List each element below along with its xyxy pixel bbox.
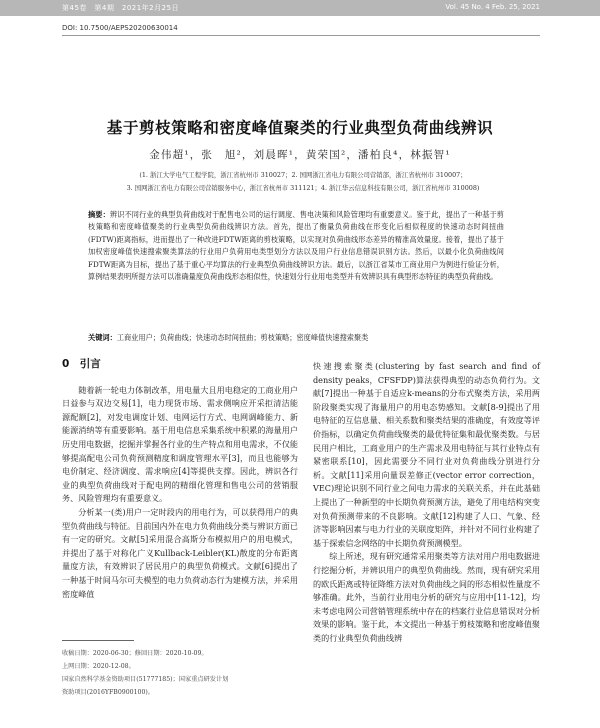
footnote-funding: 国家自然科学基金资助项目(51777185)；国家重点研发计划 xyxy=(62,676,229,683)
affiliation-line: 3. 国网浙江省电力有限公司营销服务中心，浙江省杭州市 311121；4. 浙江华云信息科技有限公司，浙江省杭州市 310008) xyxy=(126,184,480,192)
keywords-label: 关键词： xyxy=(88,333,117,342)
header-divider xyxy=(62,35,540,36)
affiliation-line: (1. 浙江大学电气工程学院，浙江省杭州市 310027；2. 国网浙江省电力有限公司营销部，浙江省杭州市 310007； xyxy=(139,171,467,179)
journal-volume: Vol. 45 No. 4 Feb. 25, 2021 xyxy=(445,3,540,11)
affiliations xyxy=(62,169,544,195)
body-paragraph: 综上所述，现有研究通常采用聚类等方法对用户用电数据进行挖掘分析，并辨识用户的典型负荷曲线。然而，现有研究采用的欧氏距离或特征降维方法对负荷曲线之间的形态相似性量度不够准确。此外，当前行业用电分析的研究与应用中[11-12]，均未考虑电网公司营销管理系统中存在的档案行业信息错误对分析效果的影响。鉴于此，本文提出一种基于剪枝策略和密度峰值聚类的行业典型负荷曲线辨 xyxy=(313,551,540,643)
doi[interactable]: DOI: 10.7500/AEPS20200630014 xyxy=(62,24,178,32)
journal-header-bar xyxy=(0,0,600,16)
footnote-received: 收稿日期：2020-06-30；修回日期：2020-10-09。 xyxy=(62,650,208,657)
footnote-online: 上网日期：2020-12-08。 xyxy=(62,663,135,670)
journal-issue: 第45卷 第4期 2021年2月25日 xyxy=(62,4,180,12)
right-column xyxy=(313,360,540,645)
footnotes xyxy=(62,647,302,699)
author-list: 金伟超¹，张 旭²，刘晨晖¹，黄荣国²，潘柏良⁴，林振智¹ xyxy=(149,149,451,161)
body-paragraph: 随着新一轮电力体制改革，用电量大且用电稳定的工商业用户日益参与双边交易[1]，电力现货市场、需求侧响应开采拒清洁能源配额[2]，对发电调度计划、电网运行方式、电网调峰能力、新能源消纳等有重要影响。基于用电信息采集系统中积累的海量用户历史用电数据，挖掘并掌握各行业的生产特点和用电需求，不仅能够提高配电公司负荷预测精度和调度管理水平[3]，而且也能够为电价制定、经济调度、需求响应[4]等提供支撑。因此，辨识各行业的典型负荷曲线对于配电网的精细化管理和售电公司的营销服务、风险管理均有重要意义。 xyxy=(62,384,298,504)
abstract-text: 辨识不同行业的典型负荷曲线对于配售电公司的运行调度、售电决策和风险管理均有重要意义。鉴于此，提出了一种基于剪枝策略和密度峰值聚类的行业典型负荷曲线辨识方法。首先，提出了衡量负荷曲线在形变化后相似程度的快速动态时间扭曲(FDTW)距离指标，进而提出了一种改进FDTW距离的剪枝策略，以实现对负荷曲线形态差异的精准高效量度。接着，提出了基于加权密度峰值快速搜索聚类算法的行业用户负荷用电类型划分方法以及用户行业信息错误识别方法。然后，以最小化负荷曲线间FDTW距离为目标，提出了基于重心平均算法的行业典型负荷曲线辨识方法。最后，以浙江省某市工商业用户为例进行验证分析，算例结果表明所提方法可以准确量度负荷曲线形态相似性，快速划分行业用电类型并有效辨识具有典型形态特征的典型负荷曲线。 xyxy=(88,210,504,282)
body-paragraph: 分析某一(类)用户一定时段内的用电行为，可以获得用户的典型负荷曲线与特征。目前国内外在电力负荷曲线分类与辨识方面已有一定的研究。文献[5]采用混合高斯分布模拟用户的用电模式，并提出了基于对称化广义Kullback-Leibler(KL)散度的分布距离量度方法，有效辨识了居民用户的典型负荷模式。文献[6]提出了一种基于时间马尔可夫模型的电力负荷动态行为建模方法，并采用密度峰值 xyxy=(62,506,298,599)
paper-title: 基于剪枝策略和密度峰值聚类的行业典型负荷曲线辨识 xyxy=(106,119,494,137)
keywords xyxy=(88,332,504,344)
section-heading-introduction: 0 引言 xyxy=(62,358,101,370)
left-column xyxy=(62,358,298,601)
footnote-divider xyxy=(62,640,134,641)
keywords-text: 工商业用户；负荷曲线；快速动态时间扭曲；剪枝策略；密度峰值快速搜索聚类 xyxy=(116,333,369,342)
abstract-label: 摘要： xyxy=(88,210,110,219)
body-paragraph: 快速搜索聚类(clustering by fast search and find of density peaks，CFSFDP)算法获得典型的动态负荷行为。文献[7]提出一种基于自适应k-means的分布式聚类方法，采用两阶段聚类实现了海量用户的用电态势感知。文献[8-9]提出了用电特征的互信息量、相关系数和聚类结果的准确度，有效度等评价指标，以确定负荷曲线聚类的最优特征集和最优聚类数。与居民用户相比，工商业用户的生产需求及用电特征与其行业特点有紧密联系[10]，因此需要分不同行业对负荷曲线分别进行分析。文献[11]采用向量误差修正(vector error correction，VEC)理论识别不同行业之间电力需求的关联关系，并在此基础上提出了一种新型的中长期负荷预测方法，避免了用电结构突变对负荷预测带来的不良影响。文献[12]构建了人口、气象、经济等影响因素与电力行业的关联度矩阵，并针对不同行业构建了基于探索信念网络的中长期负荷预测模型。 xyxy=(313,361,540,548)
footnote-funding-cont: 资助项目(2016YFB0900100)。 xyxy=(62,689,154,696)
abstract xyxy=(88,209,504,283)
